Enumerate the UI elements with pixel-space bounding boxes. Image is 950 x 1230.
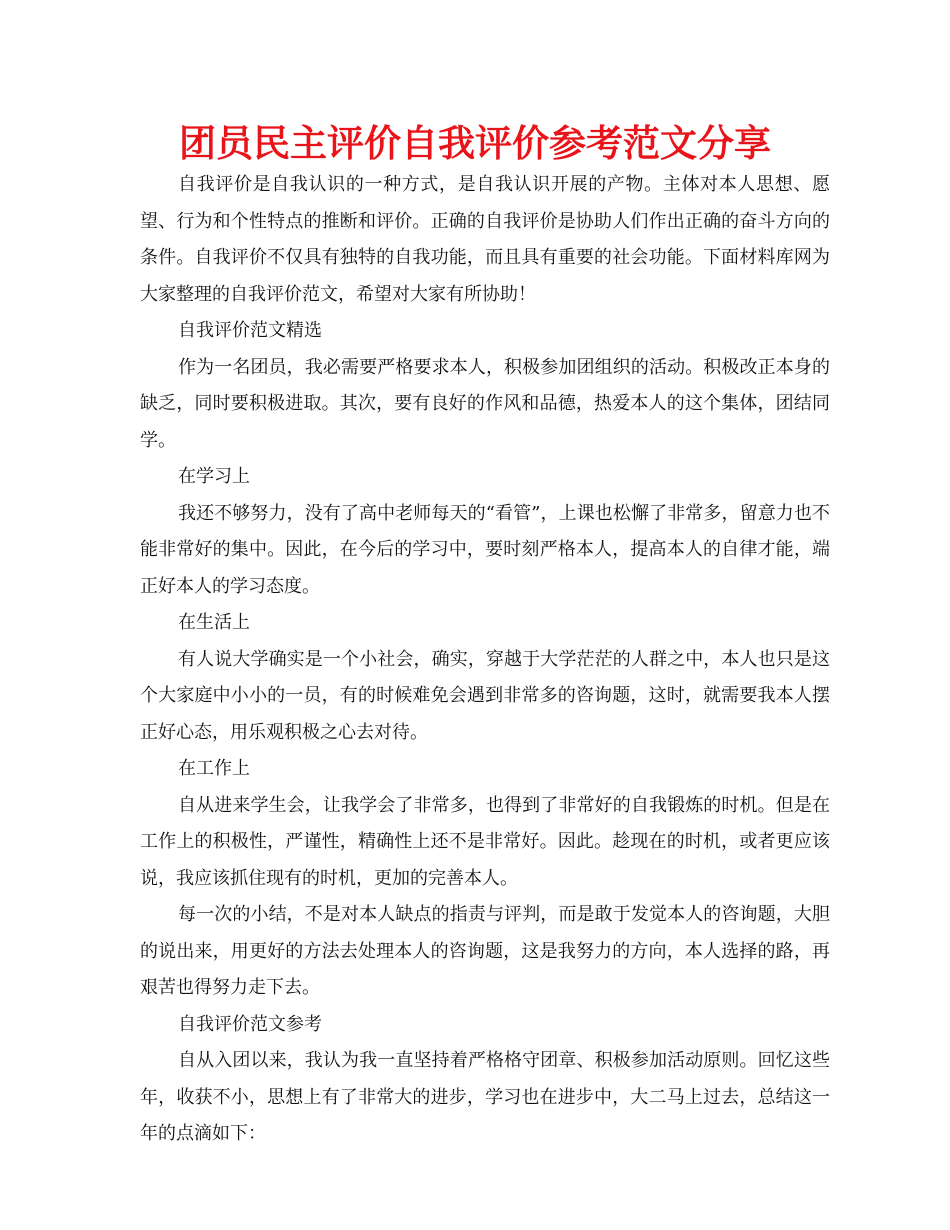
paragraph-since-joining: 自从入团以来，我认为我一直坚持着严格格守团章、积极参加活动原则。回忆这些年，收获不小，思想上有了非常大的进步，学习也在进步中，大二马上过去，总结这一年的点滴如下： — [140, 1050, 830, 1144]
paragraph-work: 自从进来学生会，让我学会了非常多，也得到了非常好的自我锻炼的时机。但是在工作上的积极性，严谨性，精确性上还不是非常好。因此。趁现在的时机，或者更应该说，我应该抓住现有的时机，更加的完善本人。 — [140, 794, 830, 889]
intro-paragraph: 自我评价是自我认识的一种方式，是自我认识开展的产物。主体对本人思想、愿望、行为和个性特点的推断和评价。正确的自我评价是协助人们作出正确的奋斗方向的条件。自我评价不仅具有独特的自我功能，而且具有重要的社会功能。下面材料库网为大家整理的自我评价范文，希望对大家有所协助！ — [140, 174, 830, 305]
section-heading-study: 在学习上 — [178, 466, 250, 487]
section-heading-reference-samples: 自我评价范文参考 — [178, 1013, 322, 1035]
section-heading-life: 在生活上 — [178, 612, 250, 633]
paragraph-member-requirements: 作为一名团员，我必需要严格要求本人，积极参加团组织的活动。积极改正本身的缺乏，同时要积极进取。其次，要有良好的作风和品德，热爱本人的这个集体，团结同学。 — [140, 356, 830, 451]
section-heading-selected-samples: 自我评价范文精选 — [178, 320, 322, 341]
document-body — [140, 167, 830, 1153]
paragraph-life: 有人说大学确实是一个小社会，确实，穿越于大学茫茫的人群之中，本人也只是这个大家庭中小小的一员，有的时候难免会遇到非常多的咨询题，这时，就需要我本人摆正好心态，用乐观积极之心去对待。 — [140, 648, 830, 743]
section-heading-work: 在工作上 — [178, 758, 250, 779]
paragraph-summary: 每一次的小结，不是对本人缺点的指责与评判，而是敢于发觉本人的咨询题，大胆的说出来，用更好的方法去处理本人的咨询题，这是我努力的方向，本人选择的路，再艰苦也得努力走下去。 — [140, 904, 830, 998]
document-title: 团员民主评价自我评价参考范文分享 — [179, 122, 771, 165]
paragraph-study: 我还不够努力，没有了高中老师每天的“看管”，上课也松懈了非常多，留意力也不能非常好的集中。因此，在今后的学习中，要时刻严格本人，提高本人的自律才能，端正好本人的学习态度。 — [140, 502, 830, 597]
